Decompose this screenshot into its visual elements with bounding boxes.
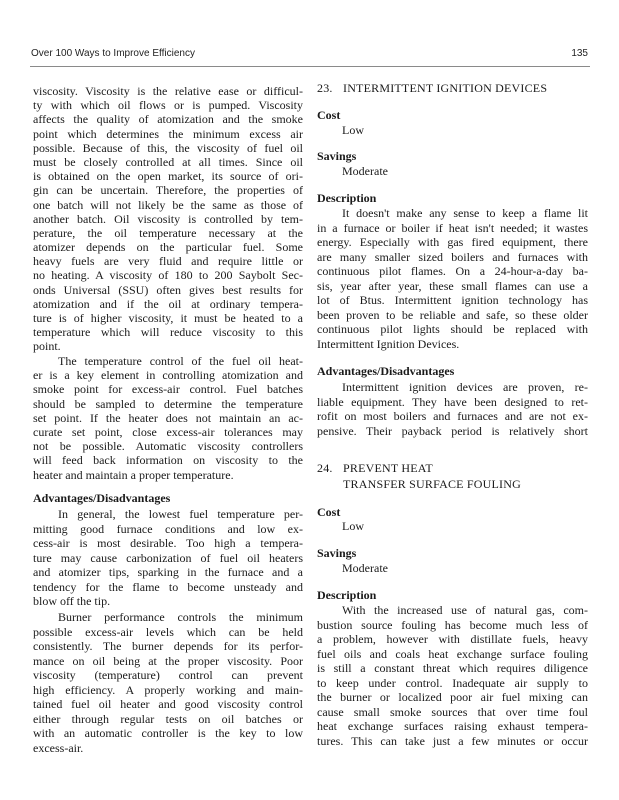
text-line: possible excess-air levels which can be held [33, 624, 303, 639]
text-line: heat exchange surfaces raising exhaust tempera- [317, 719, 588, 733]
paragraph [317, 603, 588, 748]
text-line: rofit on most boilers and furnaces and are not ex- [317, 409, 588, 423]
text-line: perature, the oil temperature necessary at the [33, 225, 303, 240]
text-line: a problem, however with distillate fuels, heavy [317, 632, 588, 646]
text-line: ture is of higher viscosity, it must be heated to a [33, 311, 303, 325]
text-line: atomization and if the oil at ordinary tempera- [33, 296, 303, 311]
text-line: point. [33, 339, 61, 354]
text-line: Intermittent ignition devices are proven, re- [342, 380, 588, 394]
text-line: high efficiency. A properly working and main- [33, 682, 303, 697]
text-line: tendency for the flame to become unsteady and [33, 579, 303, 594]
text-line: mance on oil being at the proper viscosity. Poor [33, 653, 303, 668]
paragraph [317, 380, 588, 438]
text-line: Intermittent Ignition Devices. [317, 336, 460, 351]
text-line: are many smaller sized boilers and furnaces with [317, 249, 588, 264]
text-line: in a furnace or boiler if heat isn't needed; it wastes [317, 220, 588, 235]
running-title: Over 100 Ways to Improve Efficiency [31, 48, 195, 59]
text-line: the burner or localized poor air fuel mixing can [317, 690, 588, 704]
text-line: continuous pilot flames. On a 24-hour-a-day ba- [317, 264, 588, 278]
text-line: er is a key element in controlling atomization and [33, 368, 303, 383]
text-line: and atomizer tips, sparking in the furnace and a [33, 565, 303, 579]
text-line: energy. Especially with gas fired equipment, there [317, 235, 588, 249]
savings-value: Moderate [342, 164, 388, 178]
text-line: mitting good furnace conditions and low ex- [33, 521, 303, 536]
text-line: set point. If the heater does not maintain an ac- [33, 410, 303, 425]
header-rule [30, 66, 590, 67]
text-line: possible. Because of this, the viscosity of fuel oil [33, 140, 303, 155]
text-line: not be possible. Automatic viscosity controllers [33, 439, 303, 454]
text-line: will feed back information on viscosity to the [33, 453, 303, 468]
text-line: sis, year after year, these small flames can use a [317, 278, 588, 293]
text-line: excess-air. [33, 740, 84, 755]
text-line: is still a constant threat which requires diligence [317, 661, 588, 675]
text-line: With the increased use of natural gas, com- [342, 603, 588, 617]
text-line: with an automatic controller is the key to low [33, 726, 303, 740]
text-line: The temperature control of the fuel oil heat- [58, 354, 303, 368]
text-line: temperature which will reduce viscosity to this [33, 325, 303, 340]
description-label: Description [317, 588, 377, 602]
section-number: 24. [317, 461, 333, 475]
text-line: cess-air is most desirable. Too high a tempera- [33, 536, 303, 550]
text-line: curate set point, close excess-air tolerances may [33, 424, 303, 439]
text-line: viscosity (temperature) control can prevent [33, 668, 303, 682]
cost-label: Cost [317, 108, 341, 122]
cost-value: Low [342, 123, 364, 137]
text-line: pensive. Their payback period is relatively short [317, 423, 588, 438]
section-heading: Advantages/Disadvantages [317, 364, 455, 378]
savings-label: Savings [317, 546, 357, 560]
text-line: should be sampled to determine the temperature [33, 396, 303, 411]
text-line: viscosity. Viscosity is the relative ease or difficul- [33, 84, 303, 98]
section-title-text: INTERMITTENT IGNITION DEVICES [343, 81, 548, 95]
text-line: liable equipment. They have been designed to ret- [317, 394, 588, 409]
text-line: no heating. A viscosity of 180 to 200 Saybolt Sec- [33, 268, 303, 283]
text-line: one batch will not likely be the same as those of [33, 197, 303, 212]
text-line: tures. This can take just a few minutes or occur [317, 733, 588, 748]
section-title-text: PREVENT HEAT [343, 461, 433, 475]
text-line: to keep under control. Inadequate air supply to [317, 675, 588, 690]
paragraph [33, 610, 303, 755]
cost-label: Cost [317, 505, 341, 519]
page-number: 135 [571, 48, 588, 59]
description-label: Description [317, 191, 377, 205]
text-line: consistently. The burner depends for its perfor- [33, 639, 303, 653]
section-title-23 [317, 80, 588, 96]
text-line: point which determines the minimum excess air [33, 126, 303, 141]
text-line: onds Universal (SSU) often gives best results for [33, 282, 303, 297]
text-line: is obtained on the open market, its source of ori- [33, 169, 303, 184]
section-number: 23. [317, 81, 333, 95]
text-line: been proven to be reliable and safe, so these older [317, 307, 588, 322]
text-line: either through regular tests on oil batches or [33, 711, 303, 726]
text-line: another batch. Oil viscosity is controlled by tem- [33, 211, 303, 226]
text-line: fuel oils and coals heat exchange surface fouling [317, 646, 588, 661]
savings-label: Savings [317, 149, 357, 163]
text-line: blow off the tip. [33, 594, 111, 608]
text-line: continuous pilot lights should be replaced with [317, 322, 588, 336]
text-line: bustion source fouling has become much less of [317, 617, 588, 632]
paragraph [33, 84, 303, 354]
text-line: must be closely controlled at all times. Since oil [33, 154, 303, 169]
paragraph [33, 507, 303, 609]
section-heading: Advantages/Disadvantages [33, 491, 171, 505]
text-line: affects the quality of atomization and the smoke [33, 112, 303, 127]
text-line: heavy fuels are very fluid and require little or [33, 254, 303, 269]
text-line: cause small smoke sources that over time foul [317, 704, 588, 719]
text-line: gin can be uncertain. Therefore, the properties of [33, 183, 303, 198]
text-line: lot of Btus. Intermittent ignition technology has [317, 293, 588, 307]
section-title-24 [317, 460, 588, 492]
text-line: heater and maintain a proper temperature. [33, 467, 234, 482]
cost-value: Low [342, 519, 364, 533]
text-line: Burner performance controls the minimum [58, 610, 303, 624]
text-line: In general, the lowest fuel temperature per- [58, 507, 303, 521]
paragraph [317, 206, 588, 351]
text-line: smoke point for excess-air control. Fuel batches [33, 382, 303, 397]
text-line: tained fuel oil heater and good viscosity control [33, 697, 303, 711]
text-line: ty with which oil flows or is pumped. Viscosity [33, 98, 303, 113]
text-line: atomizer depends on the particular fuel. Some [33, 240, 303, 255]
text-line: It doesn't make any sense to keep a flame lit [342, 206, 588, 220]
savings-value: Moderate [342, 561, 388, 575]
paragraph [33, 354, 303, 482]
text-line: ture may cause carbonization of fuel oil heaters [33, 550, 303, 565]
section-title-text: TRANSFER SURFACE FOULING [343, 477, 521, 491]
